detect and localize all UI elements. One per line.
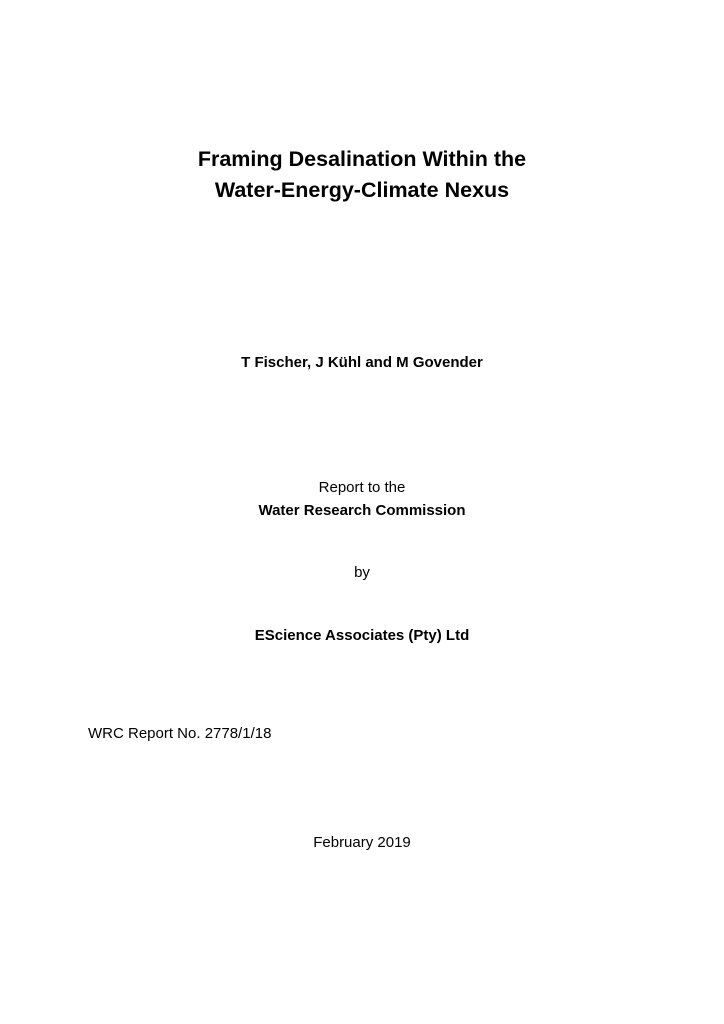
- report-number: WRC Report No. 2778/1/18: [88, 725, 272, 742]
- by-label: by: [354, 564, 370, 581]
- organisation-name: EScience Associates (Pty) Ltd: [254, 627, 470, 644]
- document-title-line-2: Water-Energy-Climate Nexus: [214, 178, 510, 202]
- report-to-label: Report to the: [318, 479, 406, 496]
- publication-date: February 2019: [313, 834, 411, 851]
- authors: T Fischer, J Kühl and M Govender: [241, 354, 483, 371]
- document-title-line-1: Framing Desalination Within the: [197, 147, 527, 171]
- commission-name: Water Research Commission: [258, 502, 466, 519]
